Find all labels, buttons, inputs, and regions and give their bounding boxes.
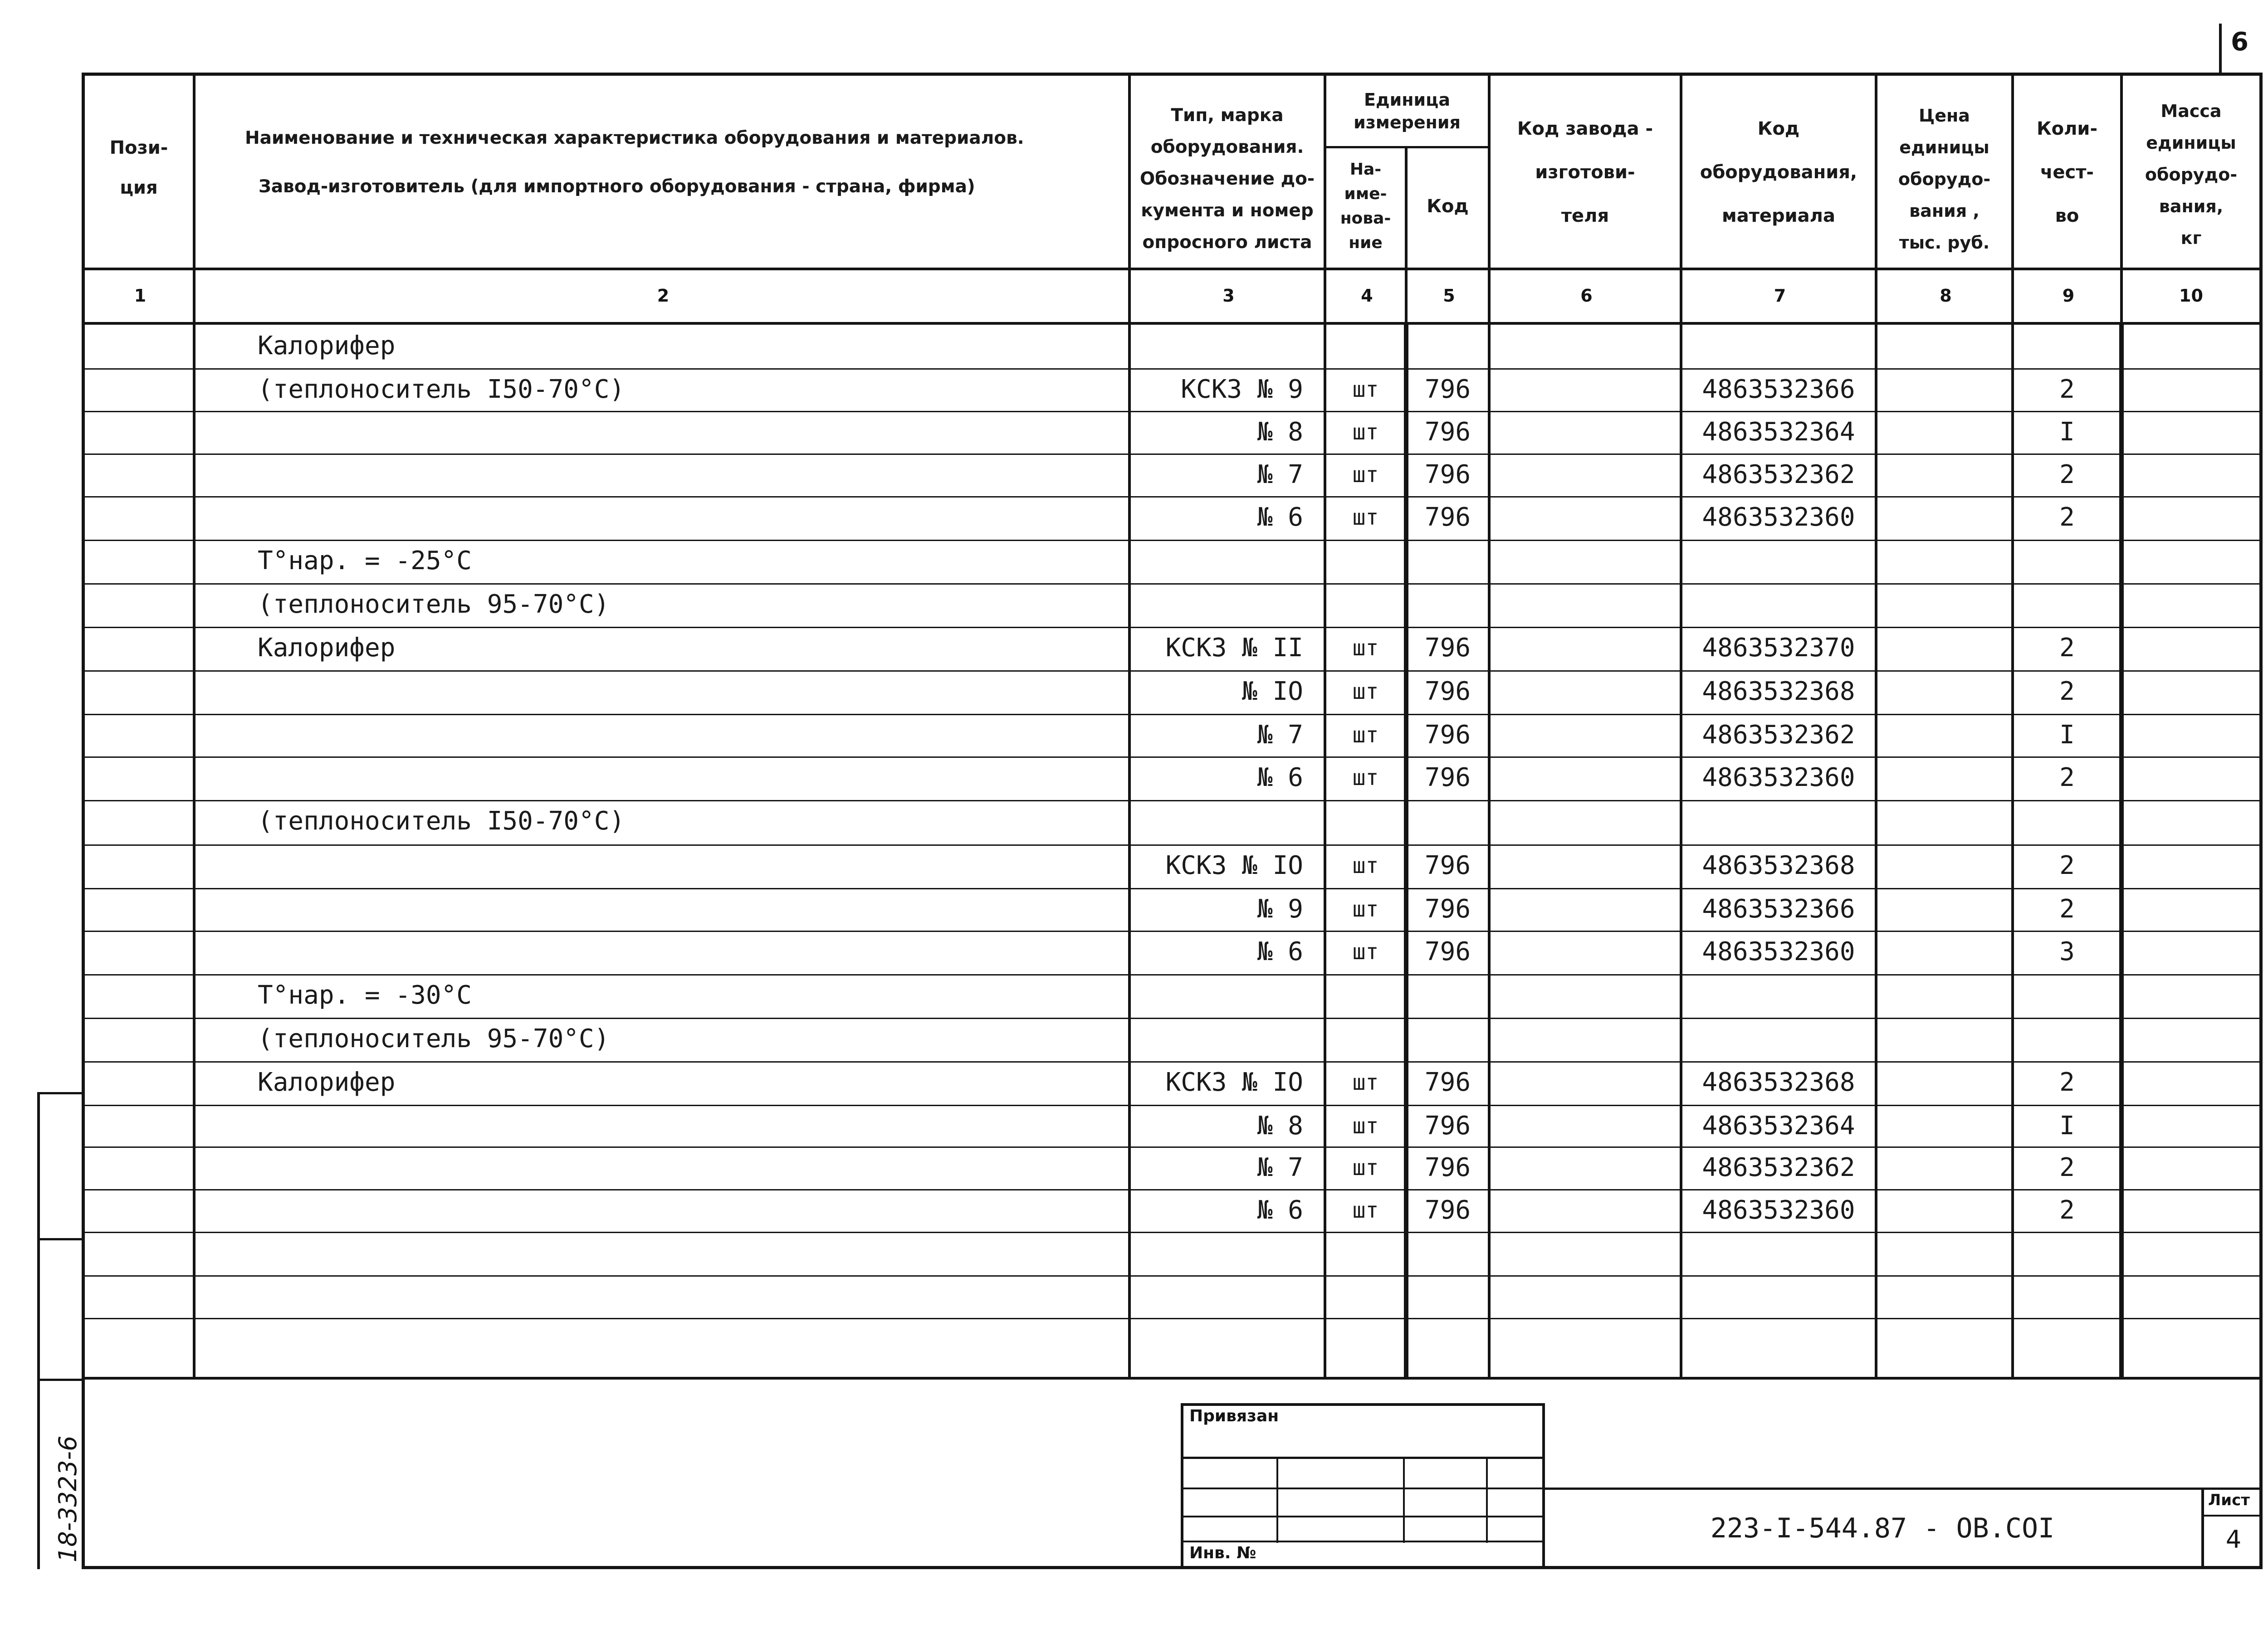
stamp-top <box>1181 1403 1545 1406</box>
item-equipment-code <box>1682 1233 1875 1273</box>
item-unit: шт <box>1352 897 1379 922</box>
stamp-row-line-1 <box>1181 1457 1545 1459</box>
item-unit <box>1326 584 1405 625</box>
item-quantity: 2 <box>2059 375 2075 404</box>
item-equipment-code: 4863532360 <box>1702 763 1855 792</box>
item-unit-code <box>1408 541 1488 581</box>
item-unit: шт <box>1352 1155 1379 1180</box>
item-unit: шт <box>1352 635 1379 661</box>
header-unit-name: На- име- нова- ние <box>1340 160 1391 252</box>
corner-mark <box>2219 24 2222 73</box>
stamp-row-line-3 <box>1181 1516 1545 1517</box>
item-unit-code: 796 <box>1424 375 1471 404</box>
item-unit <box>1326 1276 1405 1317</box>
item-unit-code: 796 <box>1424 1153 1471 1182</box>
item-unit-code <box>1408 801 1488 842</box>
item-unit-code <box>1408 1233 1488 1273</box>
column-number: 5 <box>1443 286 1455 306</box>
stamp-row-line-2 <box>1181 1488 1545 1489</box>
item-unit-code: 796 <box>1424 1195 1471 1225</box>
item-unit: шт <box>1352 679 1379 704</box>
item-name <box>258 1106 1110 1146</box>
header-unit-code: Код <box>1427 196 1469 217</box>
column-number: 8 <box>1940 286 1952 306</box>
column-number: 3 <box>1222 286 1235 306</box>
header-name-line1: Наименование и техническая характеристика оборудования и материалов. <box>245 128 1024 148</box>
item-unit-code: 796 <box>1424 633 1471 663</box>
side-number: 18-3323-6 <box>54 1435 82 1562</box>
column-number: 7 <box>1774 286 1786 306</box>
stamp-right <box>1542 1403 1545 1569</box>
header-mass: Масса единицы оборудо- вания, кг <box>2145 101 2238 248</box>
item-unit: шт <box>1352 1198 1379 1223</box>
item-unit <box>1326 1233 1405 1273</box>
item-type: № 6 <box>1257 763 1303 792</box>
stamp-col-1 <box>1276 1457 1278 1543</box>
stamp-left <box>1181 1403 1183 1569</box>
item-equipment-code: 4863532364 <box>1702 417 1855 447</box>
item-unit <box>1326 975 1405 1016</box>
sheet-number: 4 <box>2225 1525 2242 1554</box>
item-type: № 6 <box>1257 1195 1303 1225</box>
column-number: 4 <box>1361 286 1373 306</box>
header-quantity: Коли- чест- во <box>2036 118 2098 226</box>
item-name <box>258 497 1110 538</box>
item-name <box>258 1190 1110 1231</box>
item-equipment-code: 4863532360 <box>1702 937 1855 966</box>
item-name <box>258 715 1110 756</box>
corner-page-number: 6 <box>2231 27 2248 57</box>
stamp-row-line-4 <box>1181 1541 1545 1542</box>
item-quantity <box>2014 326 2120 366</box>
item-quantity: 2 <box>2059 502 2075 532</box>
item-type: № 9 <box>1257 894 1303 924</box>
item-unit-code: 796 <box>1424 460 1471 489</box>
strip-top <box>37 1092 84 1094</box>
item-name: T°нар. = -30°C <box>258 980 472 1010</box>
item-unit-code <box>1408 584 1488 625</box>
item-name <box>258 932 1110 972</box>
item-type: № 6 <box>1257 937 1303 966</box>
item-unit-code <box>1408 1019 1488 1059</box>
item-quantity: 2 <box>2059 894 2075 924</box>
col-sep-7 <box>1875 73 1877 1379</box>
header-divider <box>82 268 2263 270</box>
col-sep-1 <box>193 73 196 1379</box>
item-type: № 7 <box>1257 1153 1303 1182</box>
item-equipment-code: 4863532360 <box>1702 1195 1855 1225</box>
header-price: Цена единицы оборудо- вания , тыс. руб. <box>1898 106 1991 253</box>
sheet-label: Лист <box>2208 1491 2250 1509</box>
item-unit-code: 796 <box>1424 1111 1471 1141</box>
item-name: Калорифер <box>258 331 396 361</box>
strip-outer <box>37 1092 40 1569</box>
item-name <box>258 1147 1110 1188</box>
item-name: Калорифер <box>258 1068 396 1097</box>
item-quantity: 3 <box>2059 937 2075 966</box>
item-equipment-code: 4863532362 <box>1702 720 1855 750</box>
item-name: T°нар. = -25°C <box>258 546 472 576</box>
item-type: № 7 <box>1257 460 1303 489</box>
item-quantity: 2 <box>2059 763 2075 792</box>
table-top-border <box>82 73 2263 76</box>
item-equipment-code: 4863532368 <box>1702 677 1855 706</box>
item-unit-code: 796 <box>1424 763 1471 792</box>
table-bottom-border <box>82 1566 2263 1569</box>
item-equipment-code <box>1682 326 1875 366</box>
item-name <box>258 889 1110 930</box>
item-equipment-code <box>1682 584 1875 625</box>
item-type: № 8 <box>1257 1111 1303 1141</box>
item-unit: шт <box>1352 765 1379 790</box>
item-unit: шт <box>1352 939 1379 965</box>
table-right-border <box>2259 73 2263 1569</box>
sheet-box-divider <box>2201 1515 2263 1517</box>
item-unit <box>1326 1019 1405 1059</box>
item-unit-code: 796 <box>1424 417 1471 447</box>
item-quantity: 2 <box>2059 851 2075 880</box>
header-type: Тип, марка оборудования. Обозначение до- кумента и номер опросного листа <box>1139 105 1315 253</box>
column-number: 6 <box>1580 286 1593 306</box>
item-unit-code <box>1408 326 1488 366</box>
stamp-bound-label: Привязан <box>1189 1407 1279 1425</box>
item-type <box>1131 326 1303 366</box>
item-equipment-code: 4863532370 <box>1702 633 1855 663</box>
item-quantity: 2 <box>2059 1068 2075 1097</box>
item-quantity: I <box>2059 720 2075 750</box>
item-unit: шт <box>1352 1070 1379 1095</box>
item-unit: шт <box>1352 462 1379 488</box>
item-equipment-code <box>1682 1019 1875 1059</box>
item-quantity: I <box>2059 1111 2075 1141</box>
item-unit <box>1326 541 1405 581</box>
item-type <box>1131 801 1303 842</box>
header-factory-code: Код завода - изготови- теля <box>1517 118 1653 226</box>
colnum-divider <box>82 322 2263 325</box>
item-type: № IO <box>1242 677 1303 706</box>
item-equipment-code <box>1682 801 1875 842</box>
item-equipment-code <box>1682 975 1875 1016</box>
item-quantity <box>2014 1276 2120 1317</box>
item-type <box>1131 1276 1303 1317</box>
item-type: № 7 <box>1257 720 1303 750</box>
item-unit: шт <box>1352 505 1379 530</box>
header-equipment-code: Код оборудования, материала <box>1700 118 1857 226</box>
item-unit-code: 796 <box>1424 677 1471 706</box>
item-type: № 6 <box>1257 502 1303 532</box>
item-type <box>1131 541 1303 581</box>
item-equipment-code <box>1682 541 1875 581</box>
item-name: (теплоноситель I50-70°C) <box>258 806 625 836</box>
item-name <box>258 412 1110 453</box>
item-name <box>258 1276 1110 1317</box>
header-name-line2: Завод-изготовитель (для импортного оборудования - страна, фирма) <box>259 176 975 197</box>
item-type: КСКЗ № II <box>1165 633 1303 663</box>
item-unit: шт <box>1352 1113 1379 1139</box>
item-name <box>258 1233 1110 1273</box>
item-unit-code <box>1408 975 1488 1016</box>
header-unit-group: Единица измерения <box>1354 90 1461 132</box>
item-type: КСКЗ № 9 <box>1181 375 1303 404</box>
item-quantity <box>2014 1233 2120 1273</box>
item-name <box>258 845 1110 886</box>
item-equipment-code: 4863532362 <box>1702 1153 1855 1182</box>
item-equipment-code: 4863532360 <box>1702 502 1855 532</box>
document-designation: 223-I-544.87 - ОВ.СОI <box>1710 1512 2055 1544</box>
item-equipment-code: 4863532366 <box>1702 894 1855 924</box>
sheet-box-left <box>2201 1488 2204 1569</box>
item-name: Калорифер <box>258 633 396 663</box>
item-type <box>1131 1319 1303 1360</box>
item-type <box>1131 975 1303 1016</box>
item-name: (теплоноситель 95-70°C) <box>258 1024 610 1054</box>
stamp-inv-label: Инв. № <box>1189 1544 1256 1562</box>
item-equipment-code <box>1682 1276 1875 1317</box>
item-quantity: 2 <box>2059 1153 2075 1182</box>
designation-top <box>1542 1488 2263 1490</box>
column-number: 2 <box>657 286 670 306</box>
item-unit <box>1326 1319 1405 1360</box>
item-type: КСКЗ № IO <box>1165 1068 1303 1097</box>
item-equipment-code <box>1682 1319 1875 1360</box>
item-equipment-code: 4863532366 <box>1702 375 1855 404</box>
item-quantity <box>2014 584 2120 625</box>
item-quantity: 2 <box>2059 1195 2075 1225</box>
item-unit-code: 796 <box>1424 1068 1471 1097</box>
item-name <box>258 1319 1110 1360</box>
item-unit-code: 796 <box>1424 720 1471 750</box>
item-equipment-code: 4863532364 <box>1702 1111 1855 1141</box>
item-quantity <box>2014 1019 2120 1059</box>
item-name: (теплоноситель I50-70°C) <box>258 375 625 404</box>
col-sep-5 <box>1488 73 1491 1379</box>
stamp-col-3 <box>1486 1457 1488 1543</box>
item-quantity <box>2014 801 2120 842</box>
column-number: 10 <box>2179 286 2203 306</box>
item-quantity <box>2014 975 2120 1016</box>
item-unit-code: 796 <box>1424 851 1471 880</box>
item-unit-code: 796 <box>1424 937 1471 966</box>
item-unit <box>1326 326 1405 366</box>
item-name <box>258 757 1110 798</box>
item-unit-code <box>1408 1276 1488 1317</box>
item-unit-code <box>1408 1319 1488 1360</box>
item-quantity: 2 <box>2059 677 2075 706</box>
column-number: 1 <box>134 286 147 306</box>
item-quantity: 2 <box>2059 633 2075 663</box>
item-unit: шт <box>1352 419 1379 445</box>
item-equipment-code: 4863532368 <box>1702 1068 1855 1097</box>
item-type: № 8 <box>1257 417 1303 447</box>
item-equipment-code: 4863532362 <box>1702 460 1855 489</box>
item-quantity <box>2014 541 2120 581</box>
table-body-bottom <box>82 1377 2263 1380</box>
item-name: (теплоноситель 95-70°C) <box>258 590 610 619</box>
item-equipment-code: 4863532368 <box>1702 851 1855 880</box>
item-unit: шт <box>1352 377 1379 402</box>
item-type <box>1131 584 1303 625</box>
item-unit: шт <box>1352 853 1379 878</box>
column-number: 9 <box>2062 286 2075 306</box>
item-unit <box>1326 801 1405 842</box>
item-quantity: I <box>2059 417 2075 447</box>
item-unit: шт <box>1352 722 1379 748</box>
item-unit-code: 796 <box>1424 894 1471 924</box>
item-type <box>1131 1233 1303 1273</box>
item-quantity: 2 <box>2059 460 2075 489</box>
strip-low <box>37 1379 84 1381</box>
header-position: Пози- ция <box>109 137 168 198</box>
item-name <box>258 454 1110 495</box>
item-quantity <box>2014 1319 2120 1360</box>
item-unit-code: 796 <box>1424 502 1471 532</box>
item-type <box>1131 1019 1303 1059</box>
strip-mid <box>37 1238 84 1240</box>
item-name <box>258 671 1110 712</box>
item-type: КСКЗ № IO <box>1165 851 1303 880</box>
stamp-col-2 <box>1403 1457 1405 1543</box>
